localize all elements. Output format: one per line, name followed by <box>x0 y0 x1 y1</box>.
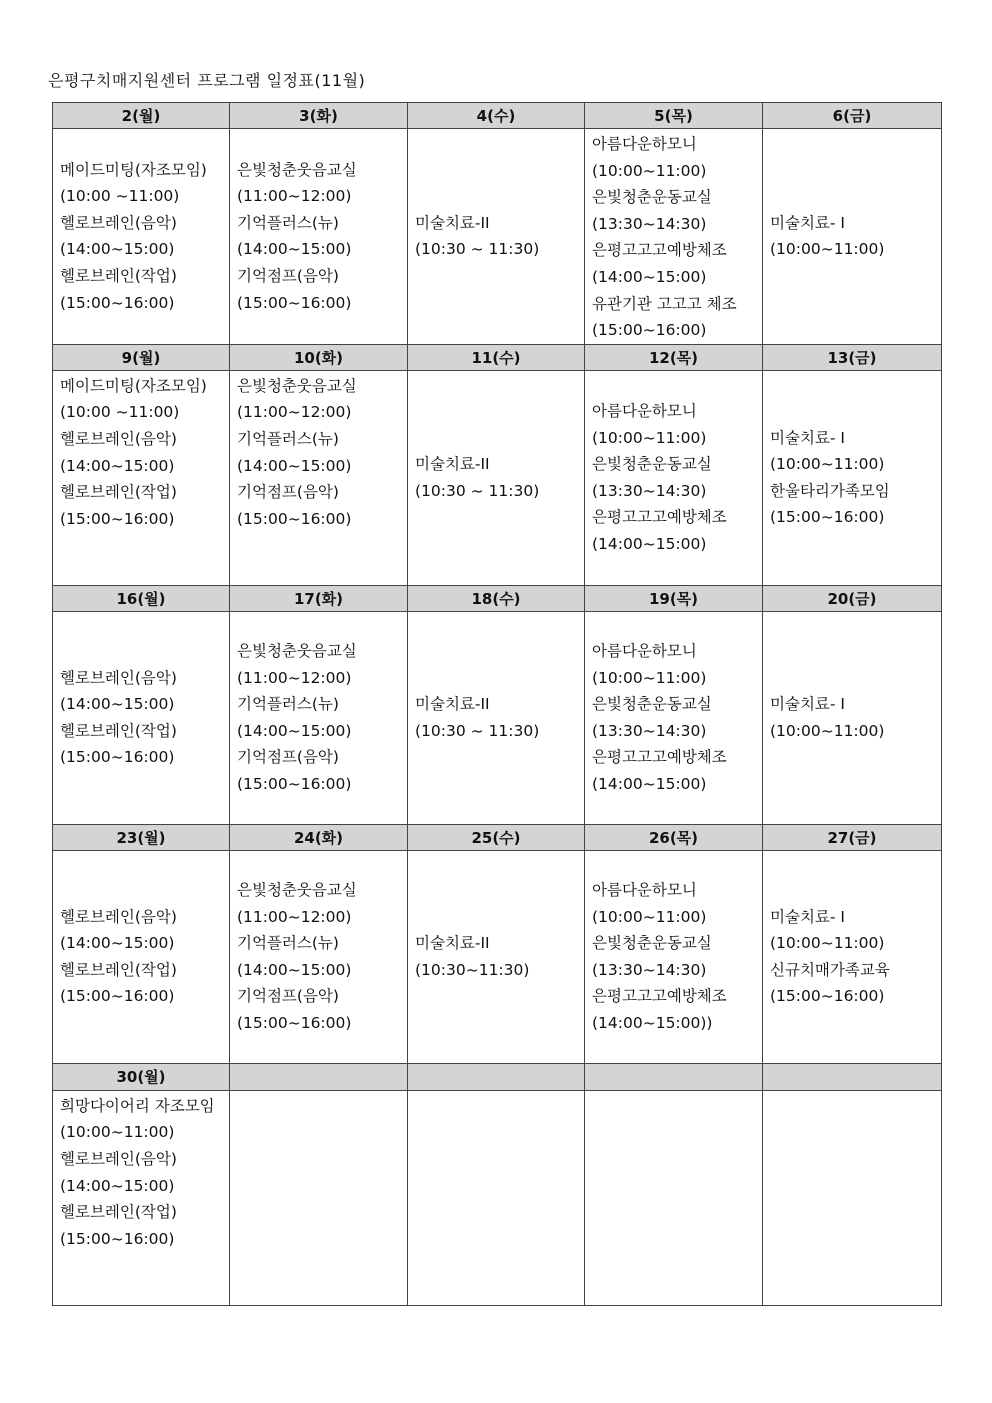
day-cell <box>230 611 408 824</box>
program-line: (10:30~11:30) <box>415 960 530 979</box>
program-line: (10:00~11:00) <box>60 1123 175 1142</box>
day-date-header <box>763 1063 942 1090</box>
day-cell <box>763 850 942 1063</box>
schedule-row <box>53 850 942 1063</box>
program-line: 한울타리가족모임 <box>770 481 890 500</box>
program-line: (14:00~15:00) <box>60 695 175 714</box>
page-title: 은평구치매지원센터 프로그램 일정표(11월) <box>48 71 366 90</box>
program-line: (14:00~15:00) <box>592 534 707 553</box>
program-line: 미술치료- I <box>770 695 845 714</box>
program-line: 헬로브레인(작업) <box>60 721 177 740</box>
program-line: 미술치료-II <box>415 455 490 474</box>
day-date-header: 26(목) <box>585 824 763 850</box>
program-line: 아름다운하모니 <box>592 641 697 660</box>
program-line: 은빛청춘운동교실 <box>592 455 712 474</box>
day-header-row <box>53 585 942 611</box>
day-cell <box>408 850 585 1063</box>
program-line: (14:00~15:00) <box>60 934 175 953</box>
day-date-header <box>230 1063 408 1090</box>
day-cell <box>763 1090 942 1305</box>
program-line: (10:00~11:00) <box>592 428 707 447</box>
program-line: (15:00~16:00) <box>60 987 175 1006</box>
program-line: (10:00~11:00) <box>770 455 885 474</box>
program-line: 헬로브레인(음악) <box>60 429 177 448</box>
day-date-header: 19(목) <box>585 585 763 611</box>
program-line: (13:30~14:30) <box>592 960 707 979</box>
program-line: 헬로브레인(음악) <box>60 668 177 687</box>
program-line: 메이드미팅(자조모임) <box>60 160 207 179</box>
program-line: (10:00~11:00) <box>770 934 885 953</box>
schedule-row <box>53 129 942 345</box>
day-date-header: 27(금) <box>763 824 942 850</box>
program-line: (10:00~11:00) <box>592 907 707 926</box>
day-cell <box>53 850 230 1063</box>
day-cell <box>585 370 763 585</box>
program-line: 은평고고고예방체조 <box>592 241 727 260</box>
program-line: 기억플러스(뉴) <box>237 429 339 448</box>
day-date-header: 2(월) <box>53 103 230 129</box>
program-line: 은평고고고예방체조 <box>592 508 727 527</box>
day-cell <box>408 370 585 585</box>
program-line: 헬로브레인(작업) <box>60 266 177 285</box>
day-date-header: 5(목) <box>585 103 763 129</box>
program-line: 희망다이어리 자조모임 <box>60 1096 215 1115</box>
program-line: 은빛청춘웃음교실 <box>237 880 357 899</box>
day-cell <box>763 370 942 585</box>
program-line: (10:00~11:00) <box>592 668 707 687</box>
program-line: (10:30 ~ 11:30) <box>415 721 540 740</box>
day-date-header: 10(화) <box>230 344 408 370</box>
program-line: 헬로브레인(음악) <box>60 1149 177 1168</box>
program-line: (10:00~11:00) <box>770 240 885 259</box>
program-line: 유관기관 고고고 체조(15:00~16:00) <box>592 294 737 340</box>
day-date-header: 11(수) <box>408 344 585 370</box>
program-line: (10:00 ~11:00) <box>60 403 180 422</box>
day-header-row <box>53 824 942 850</box>
day-date-header: 23(월) <box>53 824 230 850</box>
day-date-header: 3(화) <box>230 103 408 129</box>
program-line: 기억플러스(뉴) <box>237 695 339 714</box>
day-cell <box>585 129 763 345</box>
day-cell <box>408 611 585 824</box>
day-date-header: 6(금) <box>763 103 942 129</box>
day-cell <box>763 129 942 345</box>
day-cell <box>53 370 230 585</box>
program-line: 은빛청춘웃음교실 <box>237 160 357 179</box>
program-line: 기억플러스(뉴) <box>237 934 339 953</box>
day-header-row <box>53 103 942 129</box>
program-line: (14:00~15:00) <box>237 960 352 979</box>
day-date-header: 20(금) <box>763 585 942 611</box>
day-cell <box>408 129 585 345</box>
day-cell <box>230 370 408 585</box>
program-line: (10:30 ~ 11:30) <box>415 240 540 259</box>
program-line: (10:00 ~11:00) <box>60 187 180 206</box>
program-line: (14:00~15:00) <box>237 240 352 259</box>
schedule-table <box>52 102 942 1306</box>
program-line: 기억점프(음악) <box>237 266 339 285</box>
program-line: 메이드미팅(자조모임) <box>60 376 207 395</box>
day-date-header: 17(화) <box>230 585 408 611</box>
program-line: 아름다운하모니 <box>592 135 697 153</box>
program-line: (15:00~16:00) <box>237 1013 352 1032</box>
day-header-row <box>53 1063 942 1090</box>
day-cell <box>408 1090 585 1305</box>
day-cell <box>53 1090 230 1305</box>
program-line: 은평고고고예방체조 <box>592 748 727 767</box>
day-date-header: 9(월) <box>53 344 230 370</box>
program-line: (15:00~16:00) <box>770 987 885 1006</box>
program-line: 헬로브레인(작업) <box>60 483 177 502</box>
program-line: 아름다운하모니 <box>592 880 697 899</box>
program-line: (10:30 ~ 11:30) <box>415 481 540 500</box>
program-line: 미술치료- I <box>770 428 845 447</box>
program-line: 헬로브레인(작업) <box>60 960 177 979</box>
program-line: (15:00~16:00) <box>60 509 175 528</box>
program-line: (15:00~16:00) <box>60 748 175 767</box>
program-line: (14:00~15:00) <box>592 267 707 286</box>
program-line: (11:00~12:00) <box>237 907 352 926</box>
program-line: (14:00~15:00) <box>592 774 707 793</box>
program-line: (15:00~16:00) <box>60 293 175 312</box>
day-cell <box>585 611 763 824</box>
program-line: (14:00~15:00) <box>60 240 175 259</box>
program-line: (15:00~16:00) <box>60 1229 175 1248</box>
day-cell <box>230 129 408 345</box>
program-line: (14:00~15:00) <box>237 721 352 740</box>
program-line: 은평고고고예방체조 <box>592 987 727 1006</box>
day-date-header: 24(화) <box>230 824 408 850</box>
day-date-header: 13(금) <box>763 344 942 370</box>
program-line: 헬로브레인(음악) <box>60 907 177 926</box>
program-line: 기억점프(음악) <box>237 748 339 767</box>
program-line: (15:00~16:00) <box>237 774 352 793</box>
program-line: 미술치료-II <box>415 934 490 953</box>
day-date-header: 4(수) <box>408 103 585 129</box>
program-line: 기억플러스(뉴) <box>237 213 339 232</box>
program-line: (14:00~15:00) <box>60 456 175 475</box>
day-date-header: 30(월) <box>53 1063 230 1090</box>
day-date-header: 25(수) <box>408 824 585 850</box>
program-line: 은빛청춘운동교실 <box>592 188 712 207</box>
program-line: (11:00~12:00) <box>237 187 352 206</box>
program-line: (14:00~15:00) <box>237 456 352 475</box>
day-date-header: 12(목) <box>585 344 763 370</box>
program-line: 은빛청춘웃음교실 <box>237 376 357 395</box>
program-line: 헬로브레인(작업) <box>60 1203 177 1222</box>
program-line: 헬로브레인(음악) <box>60 213 177 232</box>
day-date-header: 16(월) <box>53 585 230 611</box>
day-date-header: 18(수) <box>408 585 585 611</box>
day-cell <box>585 1090 763 1305</box>
schedule-row <box>53 370 942 585</box>
day-cell <box>230 1090 408 1305</box>
program-line: 은빛청춘운동교실 <box>592 934 712 953</box>
day-cell <box>763 611 942 824</box>
program-line: 아름다운하모니 <box>592 401 697 420</box>
program-line: (15:00~16:00) <box>770 508 885 527</box>
program-line: (15:00~16:00) <box>237 293 352 312</box>
day-date-header <box>585 1063 763 1090</box>
program-line: 미술치료- I <box>770 213 845 232</box>
day-header-row <box>53 344 942 370</box>
day-cell <box>230 850 408 1063</box>
program-line: (10:00~11:00) <box>770 721 885 740</box>
program-line: (14:00~15:00)) <box>592 1013 713 1032</box>
program-line: (15:00~16:00) <box>237 509 352 528</box>
program-line: 미술치료-II <box>415 213 490 232</box>
program-line: 은빛청춘운동교실 <box>592 695 712 714</box>
schedule-row <box>53 1090 942 1305</box>
schedule-row <box>53 611 942 824</box>
day-cell <box>53 129 230 345</box>
program-line: 미술치료-II <box>415 695 490 714</box>
program-line: (10:00~11:00) <box>592 161 707 180</box>
program-line: 신규치매가족교육 <box>770 960 890 979</box>
program-line: (13:30~14:30) <box>592 721 707 740</box>
program-line: 은빛청춘웃음교실 <box>237 641 357 660</box>
day-cell <box>53 611 230 824</box>
program-line: (11:00~12:00) <box>237 403 352 422</box>
program-line: 미술치료- I <box>770 907 845 926</box>
day-date-header <box>408 1063 585 1090</box>
program-line: (13:30~14:30) <box>592 214 707 233</box>
program-line: (14:00~15:00) <box>60 1176 175 1195</box>
program-line: (13:30~14:30) <box>592 481 707 500</box>
program-line: (11:00~12:00) <box>237 668 352 687</box>
program-line: 기억점프(음악) <box>237 987 339 1006</box>
program-line: 기억점프(음악) <box>237 483 339 502</box>
day-cell <box>585 850 763 1063</box>
